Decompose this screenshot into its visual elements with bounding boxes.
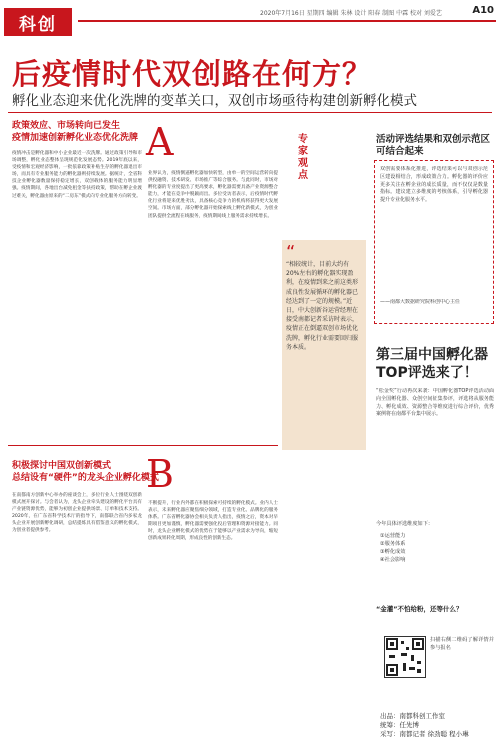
header-rule	[78, 20, 496, 22]
qr-code-icon	[385, 637, 425, 677]
quote-box	[282, 240, 366, 450]
qr-text: 扫描右侧二维码了解详情并参与报名	[430, 637, 494, 651]
divider	[8, 112, 492, 113]
section-b-letter: B	[146, 452, 174, 496]
section-b-title-2: 总结设有“硬件”的龙头企业孵化模式	[12, 473, 159, 483]
quote-text: “相较统计，目前大约有20%左右的孵化器实现盈利，在疫情到来之前这类形成良性发展循环的孵化器已经达到了一定的规模。”近日，中大创新谷运营经理在接受南都记者采访时表示，疫情正在倒逼双创市场优化洗牌，孵化行业需要回归服务本质。	[286, 261, 359, 351]
list-item: ①运营能力	[380, 533, 406, 539]
subheadline: 孵化业态迎来优化洗牌的变革关口，双创市场亟待构建创新孵化模式	[12, 93, 417, 109]
footer-credits	[380, 712, 469, 739]
right-body: “松金奖”行动再次来袭：中国孵化器TOP评选活动面向全国孵化器、众创空间征集参评，评选将从服务能力、孵化成效、资源整合等维度进行综合评价，优秀案例将在南都平台集中展示。	[376, 388, 494, 418]
footer-line: 采写：南都记者 徐劲聪 程小琳	[380, 730, 469, 738]
right-title-1-line2: 可结合起来	[376, 146, 424, 157]
section-a-body-left: 疫情冲击是孵化器和中小企业最近一次洗牌。通过政策引导和市场调整，孵化业态整体呈现规范化发展态势。2019年底以来，受疫情和宏观经济影响，一批依靠政策补贴生存的孵化器退出市场，而具有专业服务能力的孵化器则持续发展。据统计，全省科技企业孵化器数量保持稳定增长，双创载体的服务能力明显增强。疫情期间，各地出台减免租金等扶持政策，帮助在孵企业渡过难关，孵化器由原来的“二房东”模式向专业化服务方向转变。	[12, 151, 142, 199]
footer-line: 出品：南都科创工作室	[380, 712, 445, 720]
section-tag: 科创	[4, 8, 72, 36]
qr-title: “金灌”不怕给粉，还等什么？	[376, 605, 463, 613]
quote-mark: “	[286, 242, 296, 263]
headline: 后疫情时代双创路在何方？	[12, 57, 373, 91]
section-a-letter: A	[146, 120, 174, 164]
list-title: 今年具体评选维度如下：	[376, 521, 434, 527]
right-title-2-line2: TOP评选来了！	[376, 365, 478, 381]
divider	[8, 445, 278, 446]
right-title-1-line1: 活动评选结果和双创示范区	[376, 134, 491, 145]
header-info: 2020年7月16日 星期四 编辑 朱林 设计 阳春 制图 中霖 校对 刘爱艺	[260, 10, 442, 17]
expert-text: 双创需要体系化推进，评选结果可以与双创示范区建设相结合，形成政策合力。孵化器的评价应更多关注在孵企业的成长质量，而不仅仅是数量指标。建议建立多维度的考核体系，引导孵化器提升专业化服务水平。	[380, 166, 488, 204]
page-number: A10	[472, 5, 494, 16]
list-item: ④社会影响	[380, 557, 406, 563]
right-title-2-line1: 第三届中国孵化器	[376, 347, 488, 363]
section-a-title-2: 疫情加速创新孵化业态优化洗牌	[12, 133, 139, 143]
list-item: ②服务体系	[380, 541, 406, 547]
viewpoint-label: 专家观点	[298, 134, 308, 181]
section-a-title-1: 政策效应、市场转向已发生	[12, 121, 121, 131]
section-b-body-mid: 不断提升，行业内外都在积极探索可持续的孵化模式。业内人士表示，未来孵化器应聚焦细分领域，打造专业化、品牌化的服务体系。广东省孵化器协会相关负责人指出，疫情之后，资本对早期项目更加谨慎，孵化器需要强化投后管理和资源对接能力。同时，龙头企业孵化模式的优势在于能够以产业需求为导向，缩短创新成果转化周期，形成良性的创新生态。	[148, 501, 278, 542]
section-b-body-left: 在南都南方创新中心举办的座谈会上，多位行业人士围绕双创新模式展开探讨。与会者认为，龙头企业牵头建设的孵化平台具有产业链资源优势，能够为初创企业提供场景、订单和技术支持。2020年，在广东省科学技术厅的指导下，南都联合省内多家龙头企业开展创新孵化调研，总结提炼具有借鉴意义的孵化模式，为创业者提供参考。	[12, 493, 142, 534]
criteria-list	[380, 532, 494, 564]
list-item: ③孵化成效	[380, 549, 406, 555]
section-b-title-1: 积极探讨中国双创新模式	[12, 461, 112, 471]
expert-sign: ——南都大数据研究院科创中心主任	[380, 299, 461, 305]
section-a-body-mid: 业界认为，疫情倒逼孵化器加快转型，由单一的空间运营转向提供投融资、技术研发、市场推广等综合服务。与此同时，市场对孵化器的专业度提出了更高要求，孵化器需要具备产业资源整合能力，才能在竞争中脱颖而出。多位受访者表示，后疫情时代孵化行业将迎来优胜劣汰，具备核心竞争力的机构将获得更大发展空间。市场方面，部分孵化器开始探索线上孵化新模式，为创业团队提供全流程在线服务，疫情期间线上服务需求持续增长。	[148, 171, 278, 219]
footer-line: 统筹：任先博	[380, 721, 419, 729]
qr-code[interactable]	[384, 636, 426, 678]
expert-box	[374, 160, 494, 324]
